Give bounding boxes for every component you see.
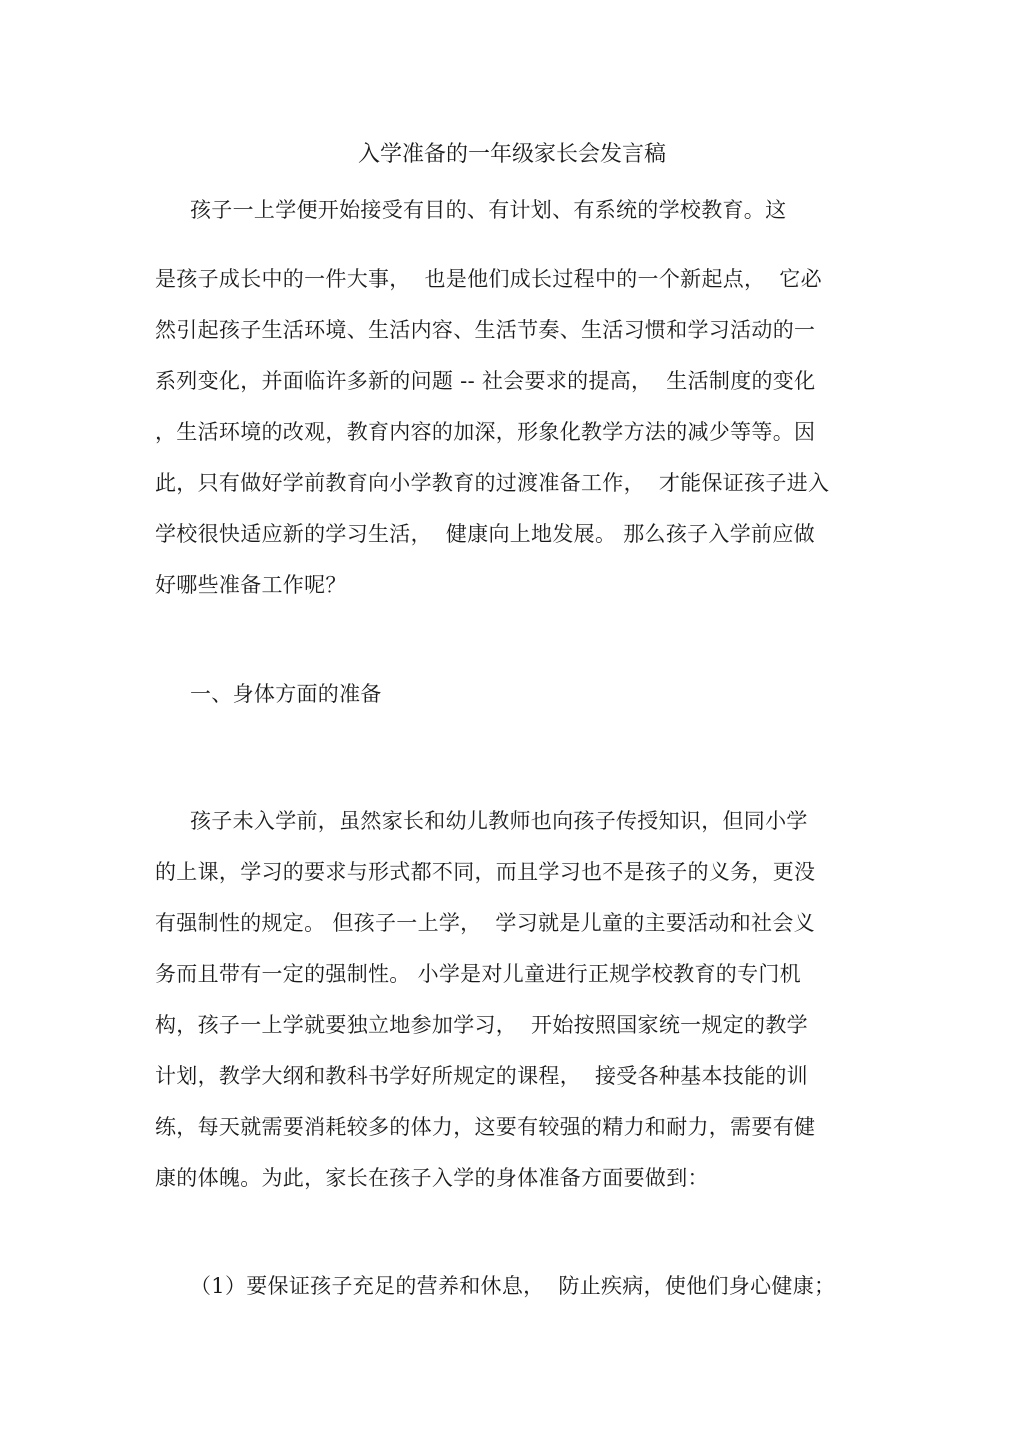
section-body-line-4: 务而且带有一定的强制性。 小学是对儿童进行正规学校教育的专门机 (155, 962, 801, 986)
intro-line-6: 此，只有做好学前教育向小学教育的过渡准备工作， 才能保证孩子进入 (155, 471, 830, 495)
list-item-1: （1）要保证孩子充足的营养和休息， 防止疾病，使他们身心健康； (190, 1274, 836, 1298)
intro-line-3: 然引起孩子生活环境、生活内容、生活节奏、生活习惯和学习活动的一 (155, 318, 816, 342)
document-title: 入学准备的一年级家长会发言稿 (357, 142, 666, 167)
section-body-line-7: 练，每天就需要消耗较多的体力，这要有较强的精力和耐力，需要有健 (155, 1115, 816, 1139)
section-body-line-5: 构，孩子一上学就要独立地参加学习， 开始按照国家统一规定的教学 (155, 1013, 808, 1037)
section-body-line-3: 有强制性的规定。 但孩子一上学， 学习就是儿童的主要活动和社会义 (155, 911, 815, 935)
intro-line-8: 好哪些准备工作呢？ (155, 573, 347, 597)
intro-line-5: ，生活环境的改观，教育内容的加深，形象化教学方法的减少等等。因 (155, 420, 816, 444)
intro-line-4: 系列变化，并面临许多新的问题 -- 社会要求的提高， 生活制度的变化 (155, 369, 816, 393)
intro-line-7: 学校很快适应新的学习生活， 健康向上地发展。 那么孩子入学前应做 (155, 522, 815, 546)
section-heading: 一、身体方面的准备 (190, 682, 382, 706)
intro-line-2: 是孩子成长中的一件大事， 也是他们成长过程中的一个新起点， 它必 (155, 267, 822, 291)
section-body-line-1: 孩子未入学前，虽然家长和幼儿教师也向孩子传授知识，但同小学 (190, 809, 808, 833)
section-body-line-8: 康的体魄。为此，家长在孩子入学的身体准备方面要做到： (155, 1166, 709, 1190)
intro-line-1: 孩子一上学便开始接受有目的、有计划、有系统的学校教育。这 (190, 198, 787, 222)
section-body-line-6: 计划，教学大纲和教科书学好所规定的课程， 接受各种基本技能的训 (155, 1064, 808, 1088)
section-body-line-2: 的上课，学习的要求与形式都不同，而且学习也不是孩子的义务，更没 (155, 860, 816, 884)
